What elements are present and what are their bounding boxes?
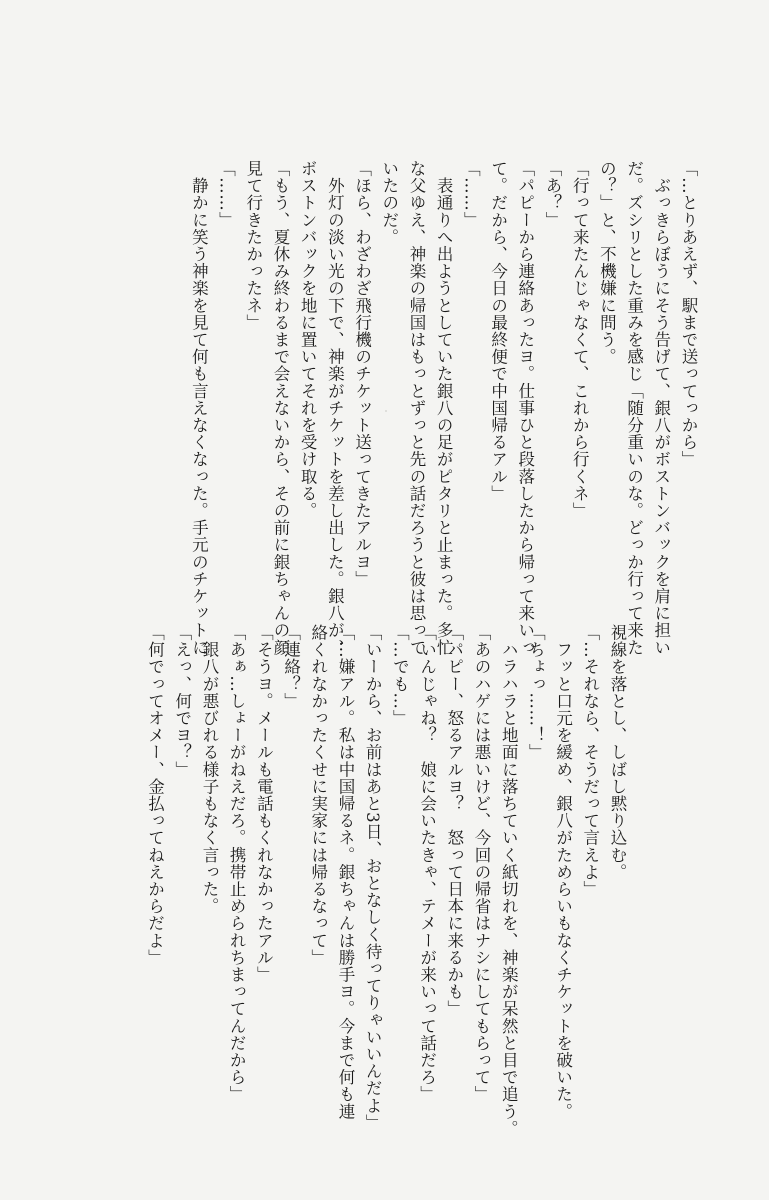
text-column: ハラハラと地面に落ちていく紙切れを、神楽が呆然と目で追う。 [499,624,519,1137]
lower-text-block [141,624,631,1137]
text-column: 見て行きたかったネ」 [243,160,263,331]
text-column: いたのだ。 [379,160,399,246]
text-column: 「連絡？」 [281,624,301,710]
text-column: 「…とりあえず、駅まで送ってっから」 [679,160,698,468]
text-column: 静かに笑う神楽を見て何も言えなくなった。手元のチケットに [189,160,209,656]
text-column: 「ほら、わざわざ飛行機のチケット送ってきたアルヨ」 [352,160,372,588]
text-column: 「ちょっ……！」 [526,624,546,761]
text-column: ぶっきらぼうにそう告げて、銀八がボストンバックを肩に担い [651,160,671,656]
text-column: の？」と、不機嫌に問う。 [597,160,617,366]
text-column: 「あのハゲには悪いけど、今回の帰省はナシにしてもらって」 [471,624,491,1103]
text-column: 「行って来たんじゃなくて、これから行くネ」 [570,160,590,520]
upper-text-block [185,160,702,656]
text-column: な父ゆえ、神楽の帰国はもっとずっと先の話だろうと彼は思って [406,160,426,656]
text-column: フッと口元を緩め、銀八がためらいもなくチケットを破いた。 [553,624,573,1120]
text-column: 「パピー、怒るアルヨ？ 怒って日本に来るかも」 [444,624,464,1018]
text-column: 「何でってオメー、金払ってねえからだよ」 [145,624,165,966]
text-column: 「あ？」 [542,160,562,229]
text-column: 視線を落とし、しばし黙り込む。 [608,624,627,881]
text-column: 外灯の淡い光の下で、神楽がチケットを差し出した。銀八が、 [325,160,345,656]
text-column: 「…でも…」 [390,624,410,727]
text-column: て。だから、今日の最終便で中国帰るアル」 [488,160,508,502]
text-column: 絡くれなかったくせに実家には帰るなって」 [308,624,328,966]
text-column: 「いんじゃね？ 娘に会いたきゃ、テメーが来いって話だろ」 [417,624,437,1103]
text-column: 銀八が悪びれる様子もなく言った。 [199,624,219,915]
text-column: 「いーから、お前はあと3日、おとなしく待ってりゃいいんだよ」 [363,624,383,1131]
text-column: ボストンバックを地に置いてそれを受け取る。 [298,160,318,520]
text-column: 「……」 [461,160,481,229]
text-column: 表通りへ出ようとしていた銀八の足がピタリと止まった。多忙 [434,160,454,656]
text-column: 「えっ、何でヨ？」 [172,624,192,778]
text-column: 「あぁ…しょーがねえだろ。携帯止められちまってんだから」 [227,624,247,1103]
text-column: 「もう、夏休み終わるまで会えないから、その前に銀ちゃんの顔 [270,160,290,656]
text-column: 「そうヨ。メールも電話もくれなかったアル」 [254,624,274,984]
text-column: 「…嫌アル。私は中国帰るネ。銀ちゃんは勝手ヨ。今まで何も連 [335,624,355,1120]
text-column: 「……」 [216,160,236,229]
text-column: だ。ズシリとした重みを感じ「随分重いのな。どっか行って来た [624,160,644,656]
text-column: 「…それなら、そうだって言えよ」 [580,624,600,898]
text-column: 「パピーから連絡あったヨ。仕事ひと段落したから帰って来いっ [515,160,535,656]
